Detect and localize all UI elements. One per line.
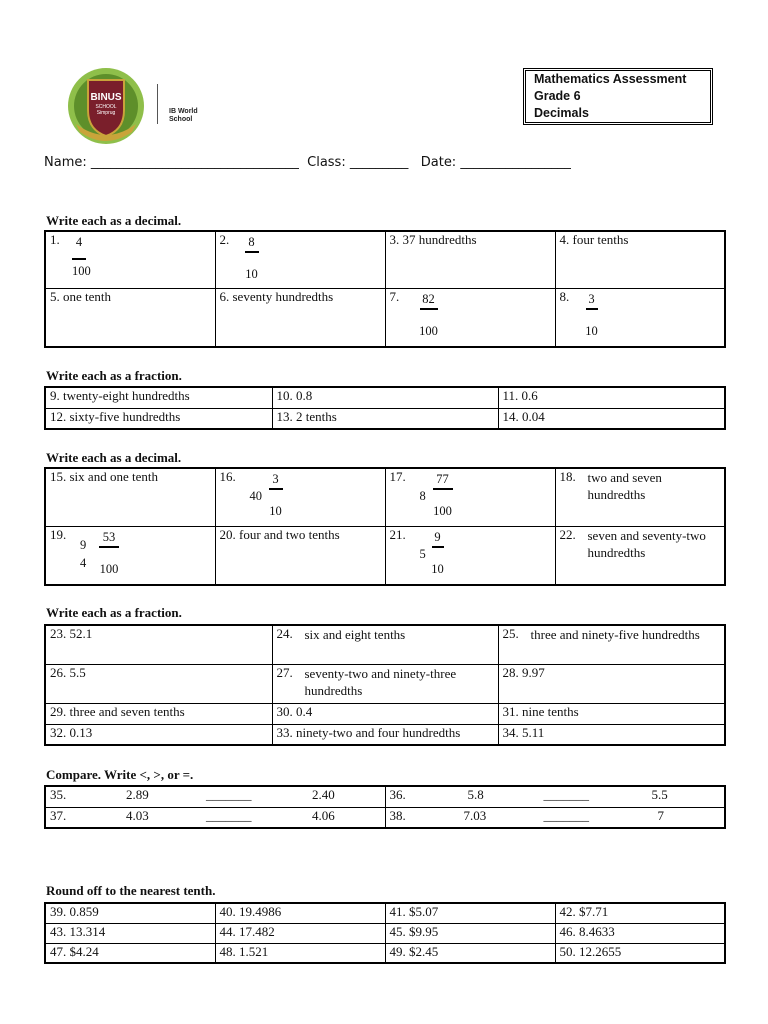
decimal-table-1 <box>44 230 726 348</box>
ib-world-school-label: IB World School <box>169 108 198 123</box>
question-36[interactable]: 36. 5.8 _______ 5.5 <box>385 786 725 807</box>
question-24[interactable]: 24. six and eight tenths <box>272 625 498 664</box>
section-heading: Round off to the nearest tenth. <box>46 883 216 898</box>
svg-text:Simprug: Simprug <box>96 110 116 116</box>
question-17[interactable]: 17. 8 77 100 <box>385 468 555 526</box>
svg-text:SCHOOL: SCHOOL <box>95 104 117 110</box>
question-38[interactable]: 38. 7.03 _______ 7 <box>385 807 725 828</box>
question-8[interactable]: 8. 3 10 <box>555 288 725 347</box>
question-40[interactable]: 40. 19.4986 <box>215 903 385 923</box>
question-43[interactable]: 43. 13.314 <box>45 923 215 943</box>
question-48[interactable]: 48. 1.521 <box>215 943 385 963</box>
question-45[interactable]: 45. $9.95 <box>385 923 555 943</box>
question-20[interactable]: 20. four and two tenths <box>215 526 385 585</box>
name-class-date-line[interactable]: Name: ________________________________ Class: _________ Date: _________________ <box>44 155 571 170</box>
question-42[interactable]: 42. $7.71 <box>555 903 725 923</box>
question-32[interactable]: 32. 0.13 <box>45 724 272 745</box>
section-heading: Write each as a decimal. <box>46 213 182 228</box>
section-heading: Write each as a decimal. <box>46 450 182 465</box>
question-9[interactable]: 9. twenty-eight hundredths <box>45 387 272 408</box>
question-12[interactable]: 12. sixty-five hundredths <box>45 408 272 429</box>
question-11[interactable]: 11. 0.6 <box>498 387 725 408</box>
question-44[interactable]: 44. 17.482 <box>215 923 385 943</box>
question-18[interactable]: 18. two and seven hundredths <box>555 468 725 526</box>
question-3[interactable]: 3. 37 hundredths <box>385 231 555 288</box>
question-30[interactable]: 30. 0.4 <box>272 703 498 724</box>
question-29[interactable]: 29. three and seven tenths <box>45 703 272 724</box>
question-25[interactable]: 25. three and ninety-five hundredths <box>498 625 725 664</box>
section-heading: Write each as a fraction. <box>46 368 182 383</box>
school-logo <box>62 66 150 146</box>
question-41[interactable]: 41. $5.07 <box>385 903 555 923</box>
svg-text:BINUS: BINUS <box>90 92 122 103</box>
question-26[interactable]: 26. 5.5 <box>45 664 272 703</box>
question-37[interactable]: 37. 4.03 _______ 4.06 <box>45 807 385 828</box>
question-33[interactable]: 33. ninety-two and four hundredths <box>272 724 498 745</box>
question-13[interactable]: 13. 2 tenths <box>272 408 498 429</box>
question-14[interactable]: 14. 0.04 <box>498 408 725 429</box>
question-31[interactable]: 31. nine tenths <box>498 703 725 724</box>
compare-table <box>44 785 726 829</box>
question-34[interactable]: 34. 5.11 <box>498 724 725 745</box>
question-22[interactable]: 22. seven and seventy-two hundredths <box>555 526 725 585</box>
title-line: Mathematics Assessment <box>534 72 687 86</box>
question-49[interactable]: 49. $2.45 <box>385 943 555 963</box>
question-10[interactable]: 10. 0.8 <box>272 387 498 408</box>
fraction-table-1 <box>44 386 726 430</box>
question-5[interactable]: 5. one tenth <box>45 288 215 347</box>
question-2[interactable]: 2. 8 10 <box>215 231 385 288</box>
question-23[interactable]: 23. 52.1 <box>45 625 272 664</box>
title-line: Grade 6 <box>534 89 581 103</box>
rounding-table <box>44 902 726 964</box>
question-50[interactable]: 50. 12.2655 <box>555 943 725 963</box>
question-19[interactable]: 19. 9 4 53 100 <box>45 526 215 585</box>
question-15[interactable]: 15. six and one tenth <box>45 468 215 526</box>
question-28[interactable]: 28. 9.97 <box>498 664 725 703</box>
question-4[interactable]: 4. four tenths <box>555 231 725 288</box>
section-heading: Write each as a fraction. <box>46 605 182 620</box>
question-7[interactable]: 7. 82 100 <box>385 288 555 347</box>
assessment-title-box <box>523 68 713 125</box>
question-47[interactable]: 47. $4.24 <box>45 943 215 963</box>
question-39[interactable]: 39. 0.859 <box>45 903 215 923</box>
fraction-table-2 <box>44 624 726 746</box>
question-35[interactable]: 35. 2.89 _______ 2.40 <box>45 786 385 807</box>
question-46[interactable]: 46. 8.4633 <box>555 923 725 943</box>
decimal-table-2 <box>44 467 726 586</box>
logo-divider <box>157 84 158 124</box>
question-6[interactable]: 6. seventy hundredths <box>215 288 385 347</box>
title-line: Decimals <box>534 106 589 120</box>
question-16[interactable]: 16. 40 3 10 <box>215 468 385 526</box>
question-1[interactable]: 1. 4 100 <box>45 231 215 288</box>
question-21[interactable]: 21. 5 9 10 <box>385 526 555 585</box>
question-27[interactable]: 27. seventy-two and ninety-three hundredths <box>272 664 498 703</box>
section-heading: Compare. Write <, >, or =. <box>46 767 194 782</box>
